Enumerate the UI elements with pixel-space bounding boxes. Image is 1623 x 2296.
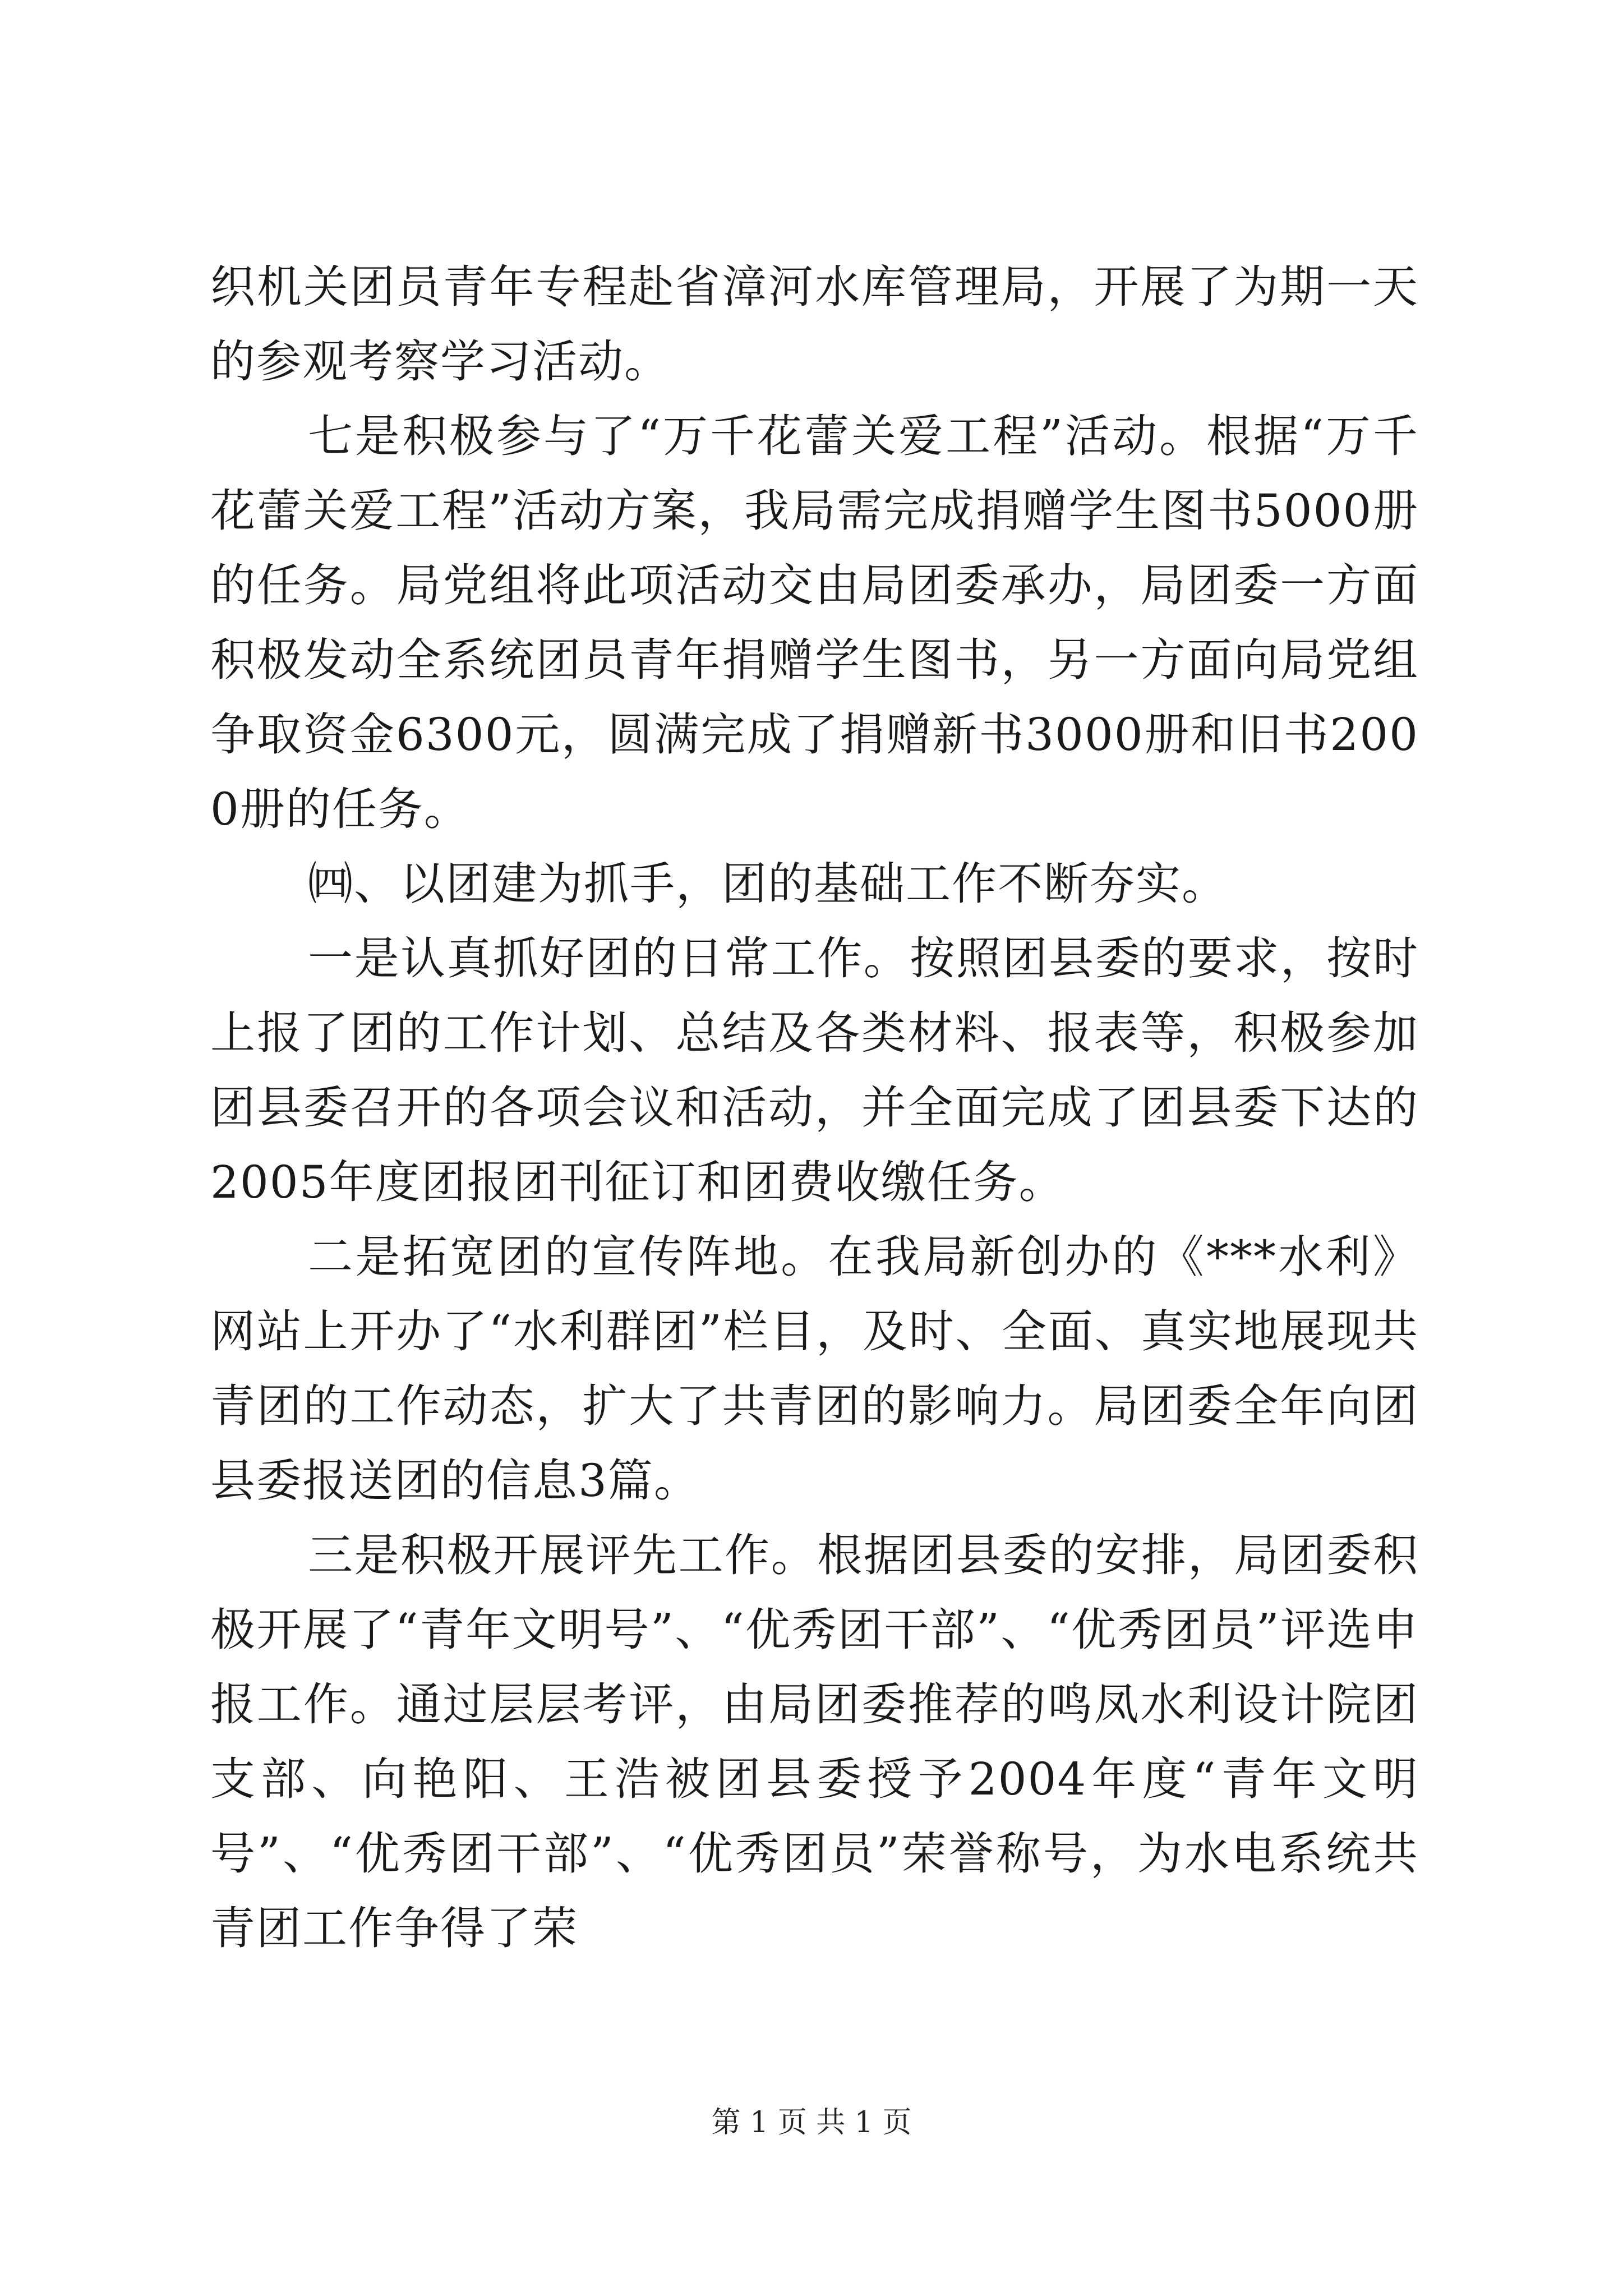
page-footer [0,2105,1623,2141]
document-body [210,250,1419,1966]
paragraph-6: 三是积极开展评先工作。根据团县委的安排，局团委积极开展了“青年文明号”、“优秀团干部”、“优秀团员”评选申报工作。通过层层考评，由局团委推荐的鸣凤水利设计院团支部、向艳阳、王浩被团县委授予2004年度“青年文明号”、“优秀团干部”、“优秀团员”荣誉称号，为水电系统共青团工作争得了荣 [210,1529,1419,1954]
paragraph-1: 织机关团员青年专程赴省漳河水库管理局，开展了为期一天的参观考察学习活动。 [210,261,1419,388]
paragraph-5: 二是拓宽团的宣传阵地。在我局新创办的《***水利》网站上开办了“水利群团”栏目，及时、全面、真实地展现共青团的工作动态，扩大了共青团的影响力。局团委全年向团县委报送团的信息3篇。 [210,1231,1419,1507]
paragraph-4: 一是认真抓好团的日常工作。按照团县委的要求，按时上报了团的工作计划、总结及各类材料、报表等，积极参加团县委召开的各项会议和活动，并全面完成了团县委下达的2005年度团报团刊征订和团费收缴任务。 [210,932,1419,1208]
paragraph-2: 七是积极参与了“万千花蕾关爱工程”活动。根据“万千花蕾关爱工程”活动方案，我局需完成捐赠学生图书5000册的任务。局党组将此项活动交由局团委承办，局团委一方面积极发动全系统团员青年捐赠学生图书，另一方面向局党组争取资金6300元，圆满完成了捐赠新书3000册和旧书2000册的任务。 [210,410,1419,835]
paragraph-3: ㈣、以团建为抓手，团的基础工作不断夯实。 [308,858,1228,910]
page-number-label: 第 1 页 共 1 页 [711,2106,912,2139]
